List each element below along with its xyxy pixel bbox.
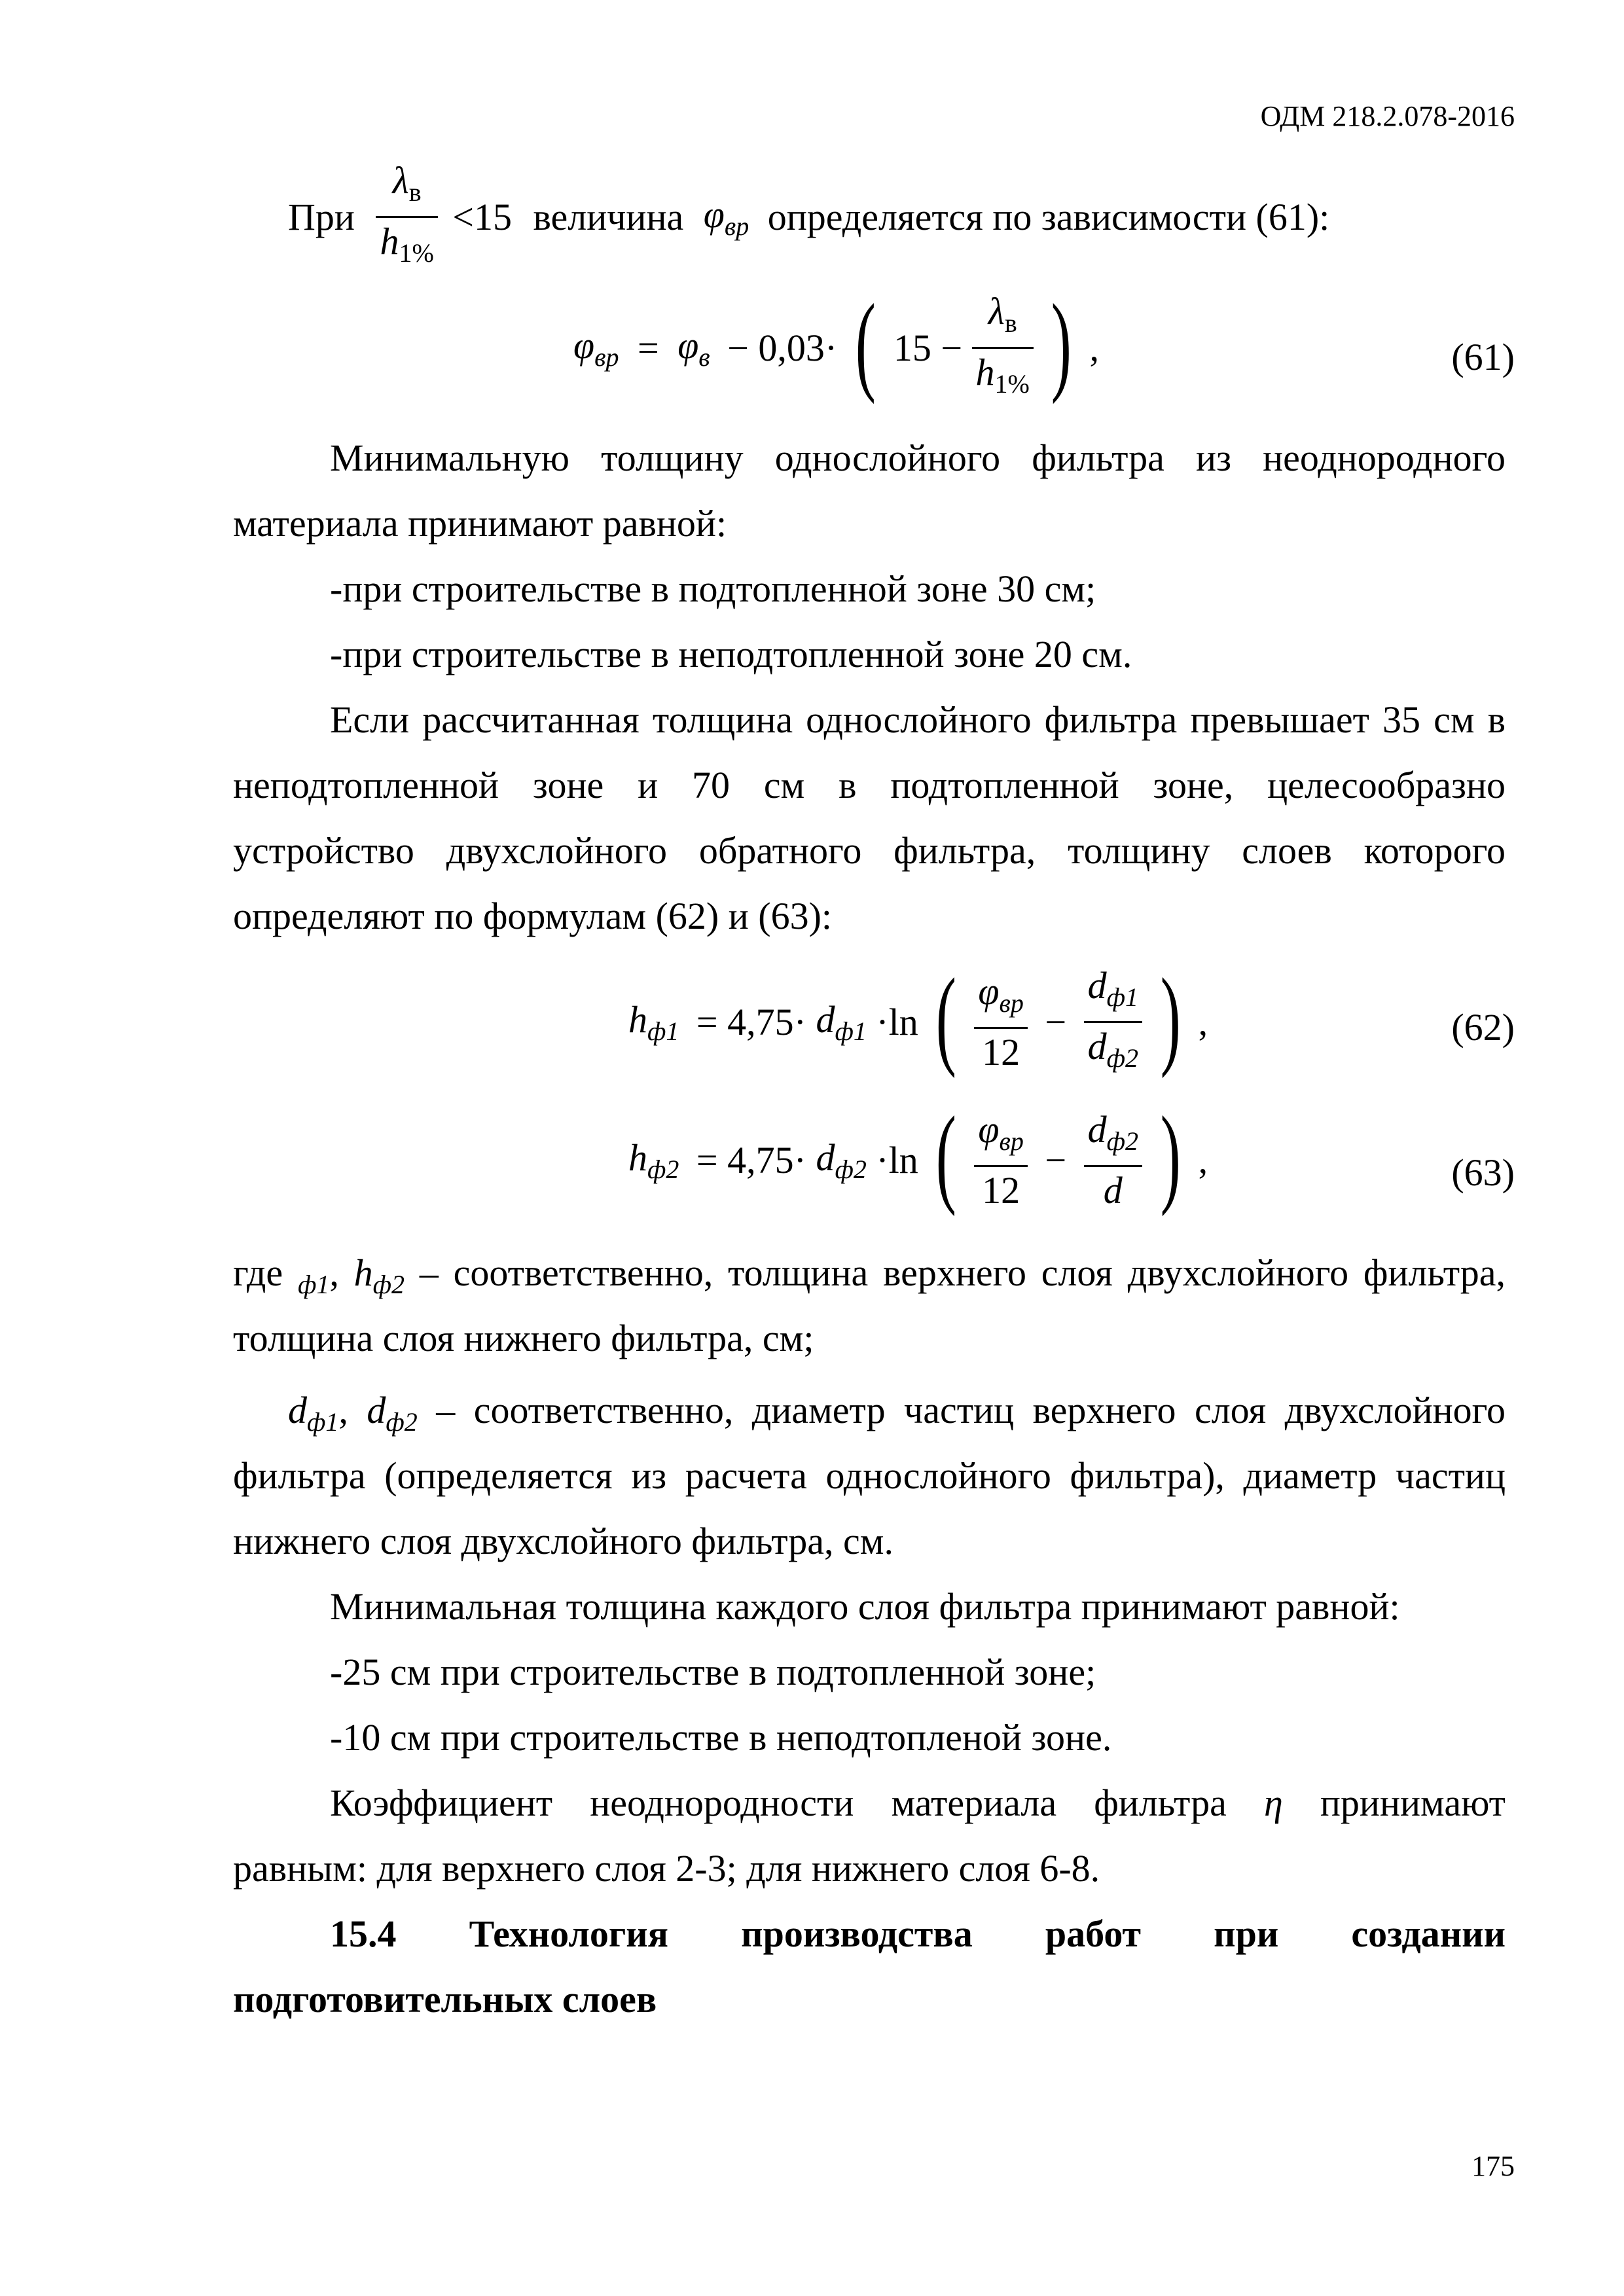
page-number: 175 <box>1471 2150 1515 2182</box>
minus-coefficient: − 0,03· <box>727 327 838 369</box>
d-ratio-fraction: $\frac{d_{ф1}}{d_{ф2}}$ <box>1084 962 1142 1082</box>
ln-operator: ·ln <box>876 1139 918 1181</box>
equals-coefficient: = 4,75· <box>696 1139 806 1181</box>
ln-operator: ·ln <box>876 1001 918 1043</box>
paragraph-line: Минимальную толщину однослойного фильтра из неоднородного <box>330 437 1506 479</box>
h-f2-symbol: $h_{ф2}$ <box>628 1136 679 1184</box>
phi-12-fraction: $\frac{\varphi_{вр}}{12}$ <box>974 1106 1027 1214</box>
formula-comma: , <box>1198 1001 1208 1043</box>
formula-63 <box>628 1093 1208 1217</box>
phi-v-symbol: $\varphi_в$ <box>677 324 710 372</box>
where-line: толщина слоя нижнего фильтра, см; <box>233 1317 814 1359</box>
paragraph-line: Если рассчитанная толщина однослойного фильтра превышает 35 см в <box>330 698 1506 741</box>
left-paren: ( <box>936 1093 957 1217</box>
right-paren: ) <box>1051 281 1072 404</box>
equals-coefficient: = 4,75· <box>696 1001 806 1043</box>
lambda-h-fraction: $\frac{\lambda_в}{h_{1\%}}$ <box>972 288 1034 408</box>
d-f2-symbol: $d_{ф2}$ <box>816 1136 867 1184</box>
right-paren: ) <box>1160 1093 1181 1217</box>
h-f1-subscript: ф1 <box>297 1270 330 1299</box>
condition-line <box>288 157 1329 277</box>
paragraph-line: устройство двухслойного обратного фильтра, толщину слоев которого <box>233 829 1506 872</box>
equals-sign: = <box>637 327 659 369</box>
left-paren: ( <box>855 281 876 404</box>
section-heading <box>330 1908 1506 1960</box>
where-line: нижнего слоя двухслойного фильтра, см. <box>233 1520 893 1562</box>
phi-subscript: вр <box>724 211 749 241</box>
condition-prefix: При <box>288 196 355 238</box>
condition-fraction <box>376 157 437 277</box>
section-heading-continued: подготовительных слоев <box>233 1978 657 2020</box>
paragraph-line: -10 см при строительстве в неподтопленой зоне. <box>330 1716 1112 1759</box>
phi-vr-symbol: $\varphi_{вр}$ <box>573 324 619 372</box>
paragraph-line: Минимальная толщина каждого слоя фильтра принимают равной: <box>330 1585 1400 1628</box>
lambda-subscript: в <box>408 177 422 207</box>
phi-12-fraction: $\frac{\varphi_{вр}}{12}$ <box>974 968 1027 1076</box>
formula-63-number: (63) <box>1451 1151 1515 1194</box>
where-line: фильтра (определяется из расчета однослойного фильтра), диаметр частиц <box>233 1454 1506 1497</box>
section-number: 15.4 <box>330 1912 397 1955</box>
h-f1-symbol: $h_{ф1}$ <box>628 998 679 1046</box>
paragraph-line: -при строительстве в неподтопленной зоне 20 см. <box>330 633 1132 675</box>
h-subscript: 1% <box>399 238 434 268</box>
right-paren: ) <box>1160 955 1181 1079</box>
eta-symbol: η <box>1263 1782 1283 1824</box>
lambda-symbol: λ <box>392 159 409 202</box>
paragraph-line: материала принимают равной: <box>233 502 727 545</box>
d-f1-symbol: $d_{ф1}$ <box>816 998 867 1046</box>
document-code-header: ОДМ 218.2.078-2016 <box>1260 100 1515 132</box>
condition-suffix: определяется по зависимости (61): <box>767 196 1330 238</box>
formula-62 <box>628 955 1208 1082</box>
paragraph-line: Коэффициент неоднородности материала фильтра η принимают <box>330 1782 1506 1824</box>
left-paren: ( <box>936 955 957 1079</box>
paragraph-line: равным: для верхнего слоя 2-3; для нижнего слоя 6-8. <box>233 1847 1100 1890</box>
condition-compare: <15 <box>452 196 512 238</box>
minus-sign: − <box>1045 1139 1067 1181</box>
phi-symbol: $\varphi_{вр}$ <box>703 193 749 241</box>
formula-comma: , <box>1089 327 1099 369</box>
formula-61-number: (61) <box>1451 336 1515 378</box>
formula-62-number: (62) <box>1451 1006 1515 1049</box>
section-title: Технология производства работ при создании <box>469 1912 1506 1955</box>
paragraph-line: определяют по формулам (62) и (63): <box>233 895 833 937</box>
where-line: $d_{ф1}$, $d_{ф2}$ – соответственно, диаметр частиц верхнего слоя двухслойного <box>288 1389 1506 1437</box>
formula-61 <box>573 281 1099 408</box>
condition-text: величина <box>533 196 684 238</box>
paragraph-line: -при строительстве в подтопленной зоне 30 см; <box>330 567 1096 610</box>
formula-comma: , <box>1198 1139 1208 1181</box>
where-line: где $_{ф1}$, $h_{ф2}$ – соответственно, толщина верхнего слоя двухслойного фильтра, <box>233 1251 1506 1299</box>
minus-sign: − <box>1045 1001 1067 1043</box>
fifteen-term: 15 − <box>893 327 963 369</box>
h-symbol: h <box>380 220 399 262</box>
paragraph-line: неподтопленной зоне и 70 см в подтопленной зоне, целесообразно <box>233 764 1506 806</box>
paragraph-line: -25 см при строительстве в подтопленной зоне; <box>330 1651 1096 1693</box>
d-ratio-fraction: $\frac{d_{ф2}}{d}$ <box>1084 1106 1142 1214</box>
